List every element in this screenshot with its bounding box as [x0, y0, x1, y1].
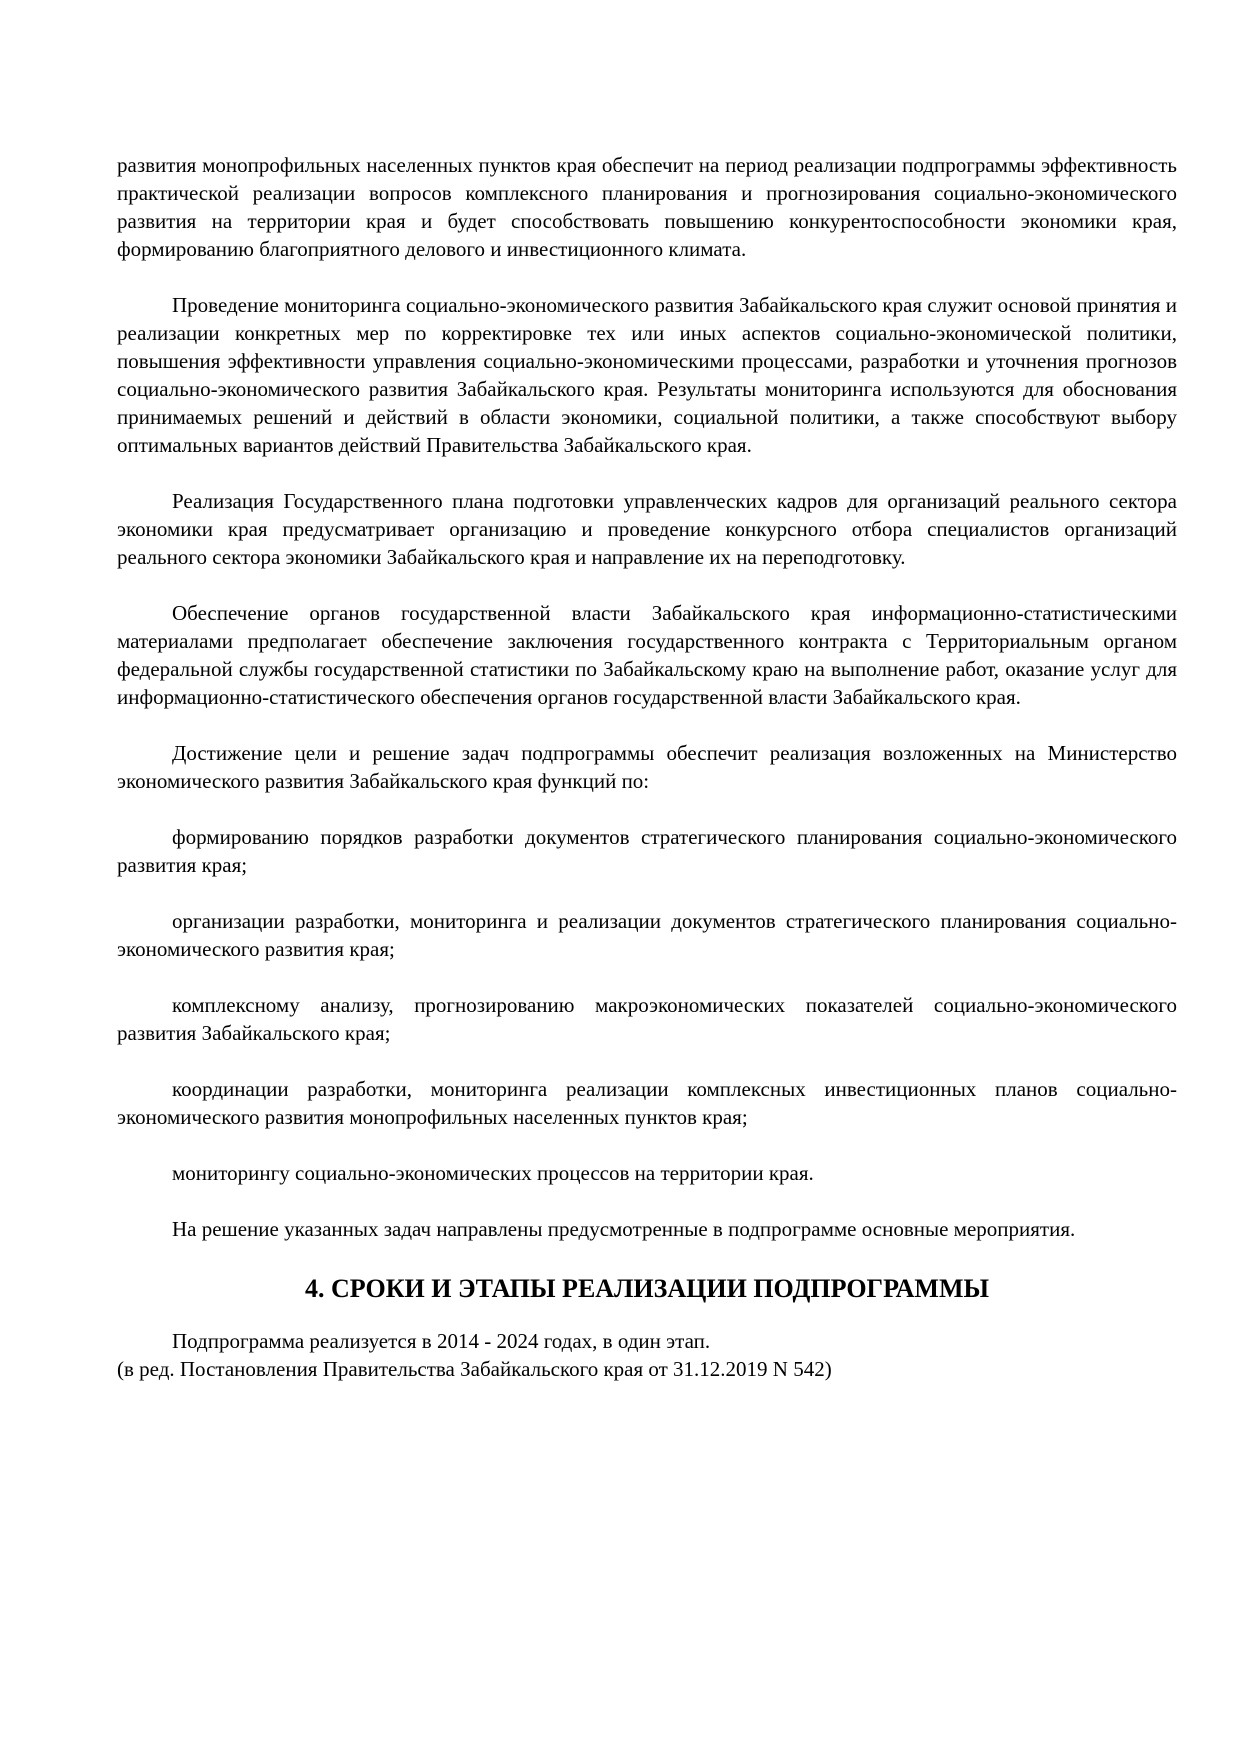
paragraph-continuation: развития монопрофильных населенных пунктов края обеспечит на период реализации подпрограммы эффективность практической реализации вопросов комплексного планирования и прогнозирования социально-экономического развития на территории края и будет способствовать повышению конкурентоспособности экономики края, формированию благоприятного делового и инвестиционного климата. [117, 153, 1177, 261]
function-item-organization: организации разработки, мониторинга и реализации документов стратегического планирования социально-экономического развития края; [117, 909, 1177, 961]
paragraph-statistics: Обеспечение органов государственной власти Забайкальского края информационно-статистическими материалами предполагает обеспечение заключения государственного контракта с Территориальным органом федеральной службы государственной статистики по Забайкальскому краю на выполнение работ, оказание услуг для информационно-статистического обеспечения органов государственной власти Забайкальского края. [117, 601, 1177, 709]
function-item-strategy-docs: формированию порядков разработки документов стратегического планирования социально-экономического развития края; [117, 825, 1177, 877]
function-item-coordination: координации разработки, мониторинга реализации комплексных инвестиционных планов социально-экономического развития монопрофильных населенных пунктов края; [117, 1077, 1177, 1129]
paragraph-monitoring: Проведение мониторинга социально-экономического развития Забайкальского края служит основой принятия и реализации конкретных мер по корректировке тех или иных аспектов социально-экономической политики, повышения эффективности управления социально-экономическими процессами, разработки и уточнения прогнозов социально-экономического развития Забайкальского края. Результаты мониторинга используются для обоснования принимаемых решений и действий в области экономики, социальной политики, а также способствуют выбору оптимальных вариантов действий Правительства Забайкальского края. [117, 293, 1177, 457]
function-item-analysis: комплексному анализу, прогнозированию макроэкономических показателей социально-экономического развития Забайкальского края; [117, 993, 1177, 1045]
document-body [117, 151, 1177, 1383]
paragraph-functions-intro: Достижение цели и решение задач подпрограммы обеспечит реализация возложенных на Министерство экономического развития Забайкальского края функций по: [117, 741, 1177, 793]
paragraph-activities: На решение указанных задач направлены предусмотренные в подпрограмме основные мероприятия. [172, 1217, 1076, 1241]
section-body: Подпрограмма реализуется в 2014 - 2024 годах, в один этап. [172, 1329, 711, 1353]
section-heading: 4. СРОКИ И ЭТАПЫ РЕАЛИЗАЦИИ ПОДПРОГРАММЫ [304, 1274, 990, 1303]
paragraph-personnel-plan: Реализация Государственного плана подготовки управленческих кадров для организаций реального сектора экономики края предусматривает организацию и проведение конкурсного отбора специалистов организаций реального сектора экономики Забайкальского края и направление их на переподготовку. [117, 489, 1177, 569]
amendment-note: (в ред. Постановления Правительства Забайкальского края от 31.12.2019 N 542) [117, 1357, 832, 1381]
function-item-monitoring: мониторингу социально-экономических процессов на территории края. [172, 1161, 814, 1185]
